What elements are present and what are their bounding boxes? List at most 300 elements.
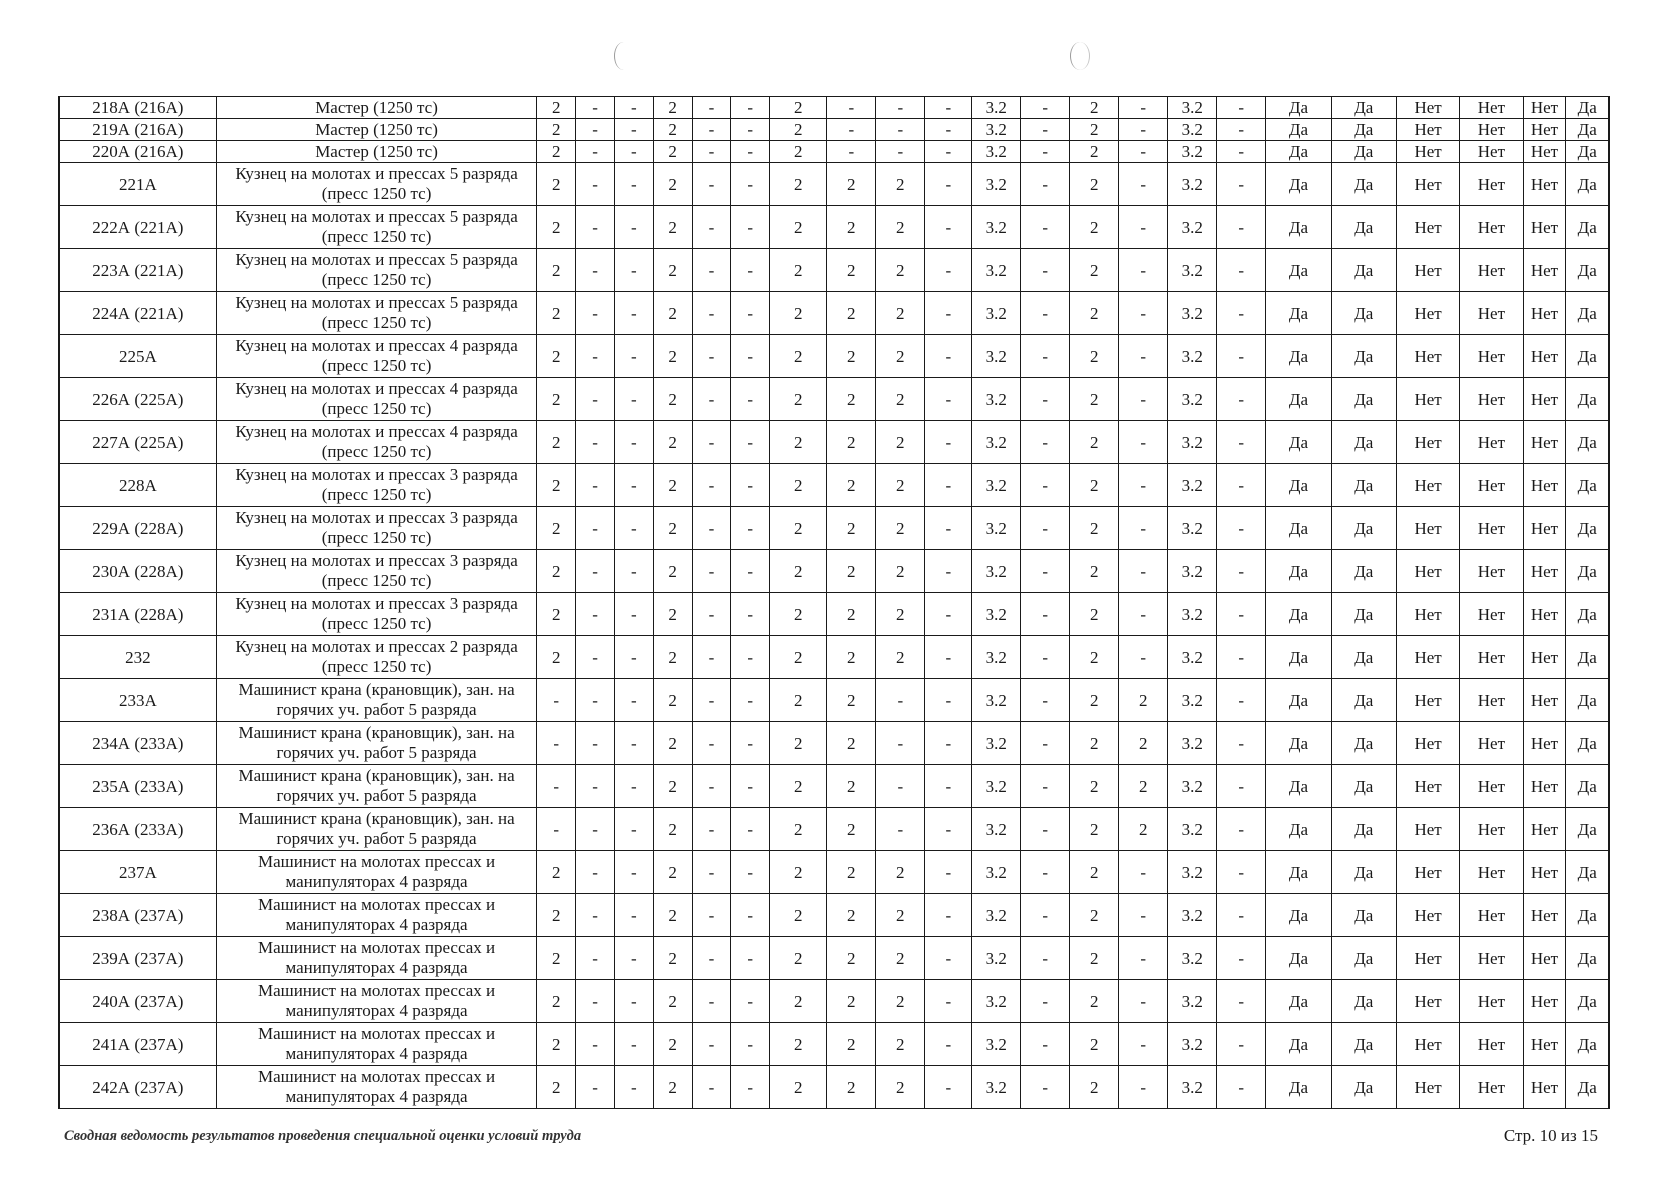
value-cell: - <box>1021 980 1070 1023</box>
value-cell: - <box>1021 141 1070 163</box>
value-cell: - <box>614 851 653 894</box>
value-cell: 2 <box>537 163 576 206</box>
value-cell: 2 <box>827 1066 876 1109</box>
value-cell: - <box>925 421 972 464</box>
value-cell: Нет <box>1460 335 1523 378</box>
table-row <box>59 119 1609 141</box>
value-cell: - <box>692 163 731 206</box>
value-cell: - <box>576 119 615 141</box>
value-cell: Нет <box>1396 550 1459 593</box>
position-name-cell: Машинист на молотах прессах и манипуляторах 4 разряда <box>216 894 537 937</box>
value-cell: - <box>576 335 615 378</box>
value-cell: 2 <box>770 97 827 119</box>
value-cell: - <box>925 851 972 894</box>
value-cell: - <box>692 550 731 593</box>
value-cell: Нет <box>1523 1066 1566 1109</box>
value-cell: 3.2 <box>1168 507 1217 550</box>
value-cell: - <box>1021 636 1070 679</box>
value-cell: 3.2 <box>1168 206 1217 249</box>
value-cell: Нет <box>1523 141 1566 163</box>
value-cell: Нет <box>1523 163 1566 206</box>
value-cell: - <box>1119 119 1168 141</box>
value-cell: 2 <box>827 1023 876 1066</box>
value-cell: - <box>1021 163 1070 206</box>
value-cell: - <box>731 421 770 464</box>
value-cell: Нет <box>1460 722 1523 765</box>
value-cell: 2 <box>876 1023 925 1066</box>
workplace-number-cell: 233А <box>59 679 216 722</box>
value-cell: - <box>1021 249 1070 292</box>
table-row <box>59 808 1609 851</box>
value-cell: 2 <box>537 141 576 163</box>
value-cell: 2 <box>827 507 876 550</box>
value-cell: - <box>1119 378 1168 421</box>
value-cell: Да <box>1331 119 1396 141</box>
value-cell: 2 <box>537 636 576 679</box>
value-cell: 3.2 <box>972 97 1021 119</box>
value-cell: 2 <box>770 206 827 249</box>
value-cell: - <box>925 1023 972 1066</box>
value-cell: 2 <box>653 206 692 249</box>
value-cell: 2 <box>537 119 576 141</box>
value-cell: 3.2 <box>1168 249 1217 292</box>
value-cell: - <box>576 292 615 335</box>
value-cell: - <box>925 141 972 163</box>
value-cell: - <box>1021 593 1070 636</box>
value-cell: Да <box>1566 980 1609 1023</box>
value-cell: Нет <box>1460 550 1523 593</box>
workplace-number-cell: 226А (225А) <box>59 378 216 421</box>
value-cell: - <box>731 335 770 378</box>
value-cell: 2 <box>1070 1066 1119 1109</box>
value-cell: 2 <box>876 636 925 679</box>
value-cell: - <box>731 97 770 119</box>
value-cell: - <box>1217 507 1266 550</box>
value-cell: 2 <box>537 980 576 1023</box>
value-cell: 2 <box>770 851 827 894</box>
value-cell: Да <box>1566 119 1609 141</box>
workplace-number-cell: 235А (233А) <box>59 765 216 808</box>
value-cell: - <box>1021 292 1070 335</box>
value-cell: 2 <box>1070 980 1119 1023</box>
value-cell: Нет <box>1523 421 1566 464</box>
table-row <box>59 163 1609 206</box>
value-cell: Нет <box>1523 335 1566 378</box>
position-name-cell: Кузнец на молотах и прессах 3 разряда (пресс 1250 тс) <box>216 550 537 593</box>
value-cell: - <box>1217 894 1266 937</box>
value-cell: - <box>692 636 731 679</box>
value-cell: 2 <box>827 636 876 679</box>
value-cell: - <box>827 141 876 163</box>
value-cell: 2 <box>827 550 876 593</box>
value-cell: 3.2 <box>972 1023 1021 1066</box>
value-cell: Нет <box>1460 206 1523 249</box>
value-cell: - <box>692 894 731 937</box>
value-cell: - <box>1119 163 1168 206</box>
value-cell: Да <box>1266 163 1331 206</box>
value-cell: Нет <box>1396 378 1459 421</box>
value-cell: - <box>731 808 770 851</box>
value-cell: Нет <box>1396 636 1459 679</box>
value-cell: 2 <box>876 937 925 980</box>
value-cell: 2 <box>653 550 692 593</box>
value-cell: Нет <box>1523 249 1566 292</box>
value-cell: 2 <box>537 421 576 464</box>
value-cell: - <box>1217 141 1266 163</box>
document-title-footer: Сводная ведомость результатов проведения специальной оценки условий труда <box>64 1128 582 1144</box>
value-cell: - <box>1021 335 1070 378</box>
position-name-cell: Кузнец на молотах и прессах 4 разряда (пресс 1250 тс) <box>216 378 537 421</box>
value-cell: - <box>576 550 615 593</box>
value-cell: - <box>876 141 925 163</box>
value-cell: 2 <box>1119 722 1168 765</box>
value-cell: Нет <box>1396 593 1459 636</box>
value-cell: - <box>537 722 576 765</box>
value-cell: - <box>576 894 615 937</box>
value-cell: Да <box>1266 1066 1331 1109</box>
value-cell: 3.2 <box>972 894 1021 937</box>
value-cell: - <box>876 97 925 119</box>
value-cell: 2 <box>827 593 876 636</box>
workplace-number-cell: 239А (237А) <box>59 937 216 980</box>
value-cell: 3.2 <box>1168 1023 1217 1066</box>
table-row <box>59 1023 1609 1066</box>
value-cell: 2 <box>1070 1023 1119 1066</box>
value-cell: 2 <box>1070 249 1119 292</box>
value-cell: 2 <box>770 679 827 722</box>
value-cell: Нет <box>1396 980 1459 1023</box>
table-row <box>59 421 1609 464</box>
value-cell: 2 <box>1119 765 1168 808</box>
value-cell: 2 <box>537 851 576 894</box>
value-cell: Нет <box>1523 851 1566 894</box>
value-cell: 2 <box>1070 119 1119 141</box>
value-cell: 2 <box>537 378 576 421</box>
value-cell: Да <box>1266 464 1331 507</box>
table-row <box>59 636 1609 679</box>
value-cell: Нет <box>1460 141 1523 163</box>
table-row <box>59 206 1609 249</box>
value-cell: Нет <box>1396 679 1459 722</box>
value-cell: Нет <box>1523 679 1566 722</box>
value-cell: Нет <box>1396 507 1459 550</box>
value-cell: - <box>576 378 615 421</box>
value-cell: - <box>876 765 925 808</box>
value-cell: - <box>876 722 925 765</box>
value-cell: Да <box>1331 507 1396 550</box>
value-cell: - <box>692 421 731 464</box>
value-cell: 2 <box>827 765 876 808</box>
value-cell: - <box>576 722 615 765</box>
value-cell: Да <box>1266 636 1331 679</box>
value-cell: - <box>1021 722 1070 765</box>
value-cell: 2 <box>876 550 925 593</box>
position-name-cell: Машинист на молотах прессах и манипуляторах 4 разряда <box>216 937 537 980</box>
value-cell: Да <box>1331 851 1396 894</box>
value-cell: - <box>576 808 615 851</box>
value-cell: 2 <box>876 206 925 249</box>
value-cell: Нет <box>1523 206 1566 249</box>
value-cell: - <box>1217 1066 1266 1109</box>
table-row <box>59 722 1609 765</box>
value-cell: Нет <box>1523 765 1566 808</box>
value-cell: 2 <box>537 1023 576 1066</box>
value-cell: - <box>925 97 972 119</box>
value-cell: Нет <box>1396 464 1459 507</box>
value-cell: - <box>925 507 972 550</box>
value-cell: 2 <box>770 937 827 980</box>
value-cell: Нет <box>1460 980 1523 1023</box>
value-cell: Да <box>1266 249 1331 292</box>
value-cell: - <box>876 679 925 722</box>
value-cell: Нет <box>1523 980 1566 1023</box>
value-cell: - <box>1217 937 1266 980</box>
value-cell: - <box>925 937 972 980</box>
value-cell: - <box>925 894 972 937</box>
value-cell: - <box>1119 550 1168 593</box>
value-cell: Нет <box>1523 937 1566 980</box>
value-cell: Нет <box>1460 1023 1523 1066</box>
value-cell: 2 <box>827 722 876 765</box>
value-cell: 2 <box>1070 593 1119 636</box>
value-cell: 2 <box>653 141 692 163</box>
value-cell: 2 <box>1070 292 1119 335</box>
position-name-cell: Кузнец на молотах и прессах 5 разряда (пресс 1250 тс) <box>216 163 537 206</box>
value-cell: Нет <box>1523 292 1566 335</box>
value-cell: 2 <box>827 163 876 206</box>
value-cell: - <box>1217 636 1266 679</box>
value-cell: Да <box>1266 1023 1331 1066</box>
value-cell: - <box>537 808 576 851</box>
value-cell: Да <box>1331 378 1396 421</box>
punch-hole-right <box>1070 42 1090 70</box>
value-cell: - <box>1217 679 1266 722</box>
value-cell: Нет <box>1523 894 1566 937</box>
punch-hole-left <box>614 42 633 70</box>
value-cell: 2 <box>876 421 925 464</box>
value-cell: 3.2 <box>972 679 1021 722</box>
value-cell: - <box>1021 1023 1070 1066</box>
value-cell: 2 <box>1070 378 1119 421</box>
value-cell: - <box>925 119 972 141</box>
value-cell: 2 <box>653 335 692 378</box>
value-cell: 2 <box>876 335 925 378</box>
position-name-cell: Кузнец на молотах и прессах 4 разряда (пресс 1250 тс) <box>216 421 537 464</box>
value-cell: 2 <box>827 378 876 421</box>
workplace-number-cell: 224А (221А) <box>59 292 216 335</box>
value-cell: Да <box>1266 97 1331 119</box>
table-row <box>59 851 1609 894</box>
workplace-number-cell: 238А (237А) <box>59 894 216 937</box>
value-cell: - <box>692 249 731 292</box>
workplace-number-cell: 234А (233А) <box>59 722 216 765</box>
value-cell: Да <box>1566 141 1609 163</box>
value-cell: - <box>925 1066 972 1109</box>
value-cell: 2 <box>770 292 827 335</box>
value-cell: 3.2 <box>1168 937 1217 980</box>
table-row <box>59 141 1609 163</box>
value-cell: - <box>692 141 731 163</box>
value-cell: Нет <box>1460 464 1523 507</box>
workplace-number-cell: 232 <box>59 636 216 679</box>
position-name-cell: Мастер (1250 тс) <box>216 141 537 163</box>
value-cell: Нет <box>1396 119 1459 141</box>
value-cell: - <box>692 980 731 1023</box>
value-cell: 2 <box>653 249 692 292</box>
value-cell: - <box>692 722 731 765</box>
value-cell: - <box>731 722 770 765</box>
value-cell: 2 <box>770 464 827 507</box>
value-cell: - <box>1217 464 1266 507</box>
value-cell: 2 <box>537 335 576 378</box>
value-cell: 2 <box>1070 722 1119 765</box>
value-cell: - <box>576 765 615 808</box>
value-cell: - <box>1021 550 1070 593</box>
value-cell: 2 <box>1119 808 1168 851</box>
value-cell: 2 <box>1070 808 1119 851</box>
workplace-number-cell: 242А (237А) <box>59 1066 216 1109</box>
value-cell: Да <box>1266 550 1331 593</box>
value-cell: 2 <box>770 163 827 206</box>
value-cell: Нет <box>1523 550 1566 593</box>
value-cell: - <box>614 679 653 722</box>
value-cell: - <box>576 421 615 464</box>
value-cell: Да <box>1266 679 1331 722</box>
value-cell: - <box>692 765 731 808</box>
value-cell: - <box>692 1066 731 1109</box>
table-row <box>59 894 1609 937</box>
value-cell: - <box>1021 851 1070 894</box>
value-cell: 3.2 <box>972 206 1021 249</box>
table-row <box>59 593 1609 636</box>
value-cell: - <box>614 722 653 765</box>
value-cell: 3.2 <box>972 141 1021 163</box>
value-cell: - <box>925 206 972 249</box>
value-cell: - <box>1217 292 1266 335</box>
value-cell: - <box>731 937 770 980</box>
value-cell: - <box>1217 206 1266 249</box>
value-cell: 2 <box>1070 141 1119 163</box>
value-cell: 3.2 <box>972 851 1021 894</box>
value-cell: - <box>614 206 653 249</box>
value-cell: 2 <box>770 980 827 1023</box>
value-cell: Да <box>1266 851 1331 894</box>
value-cell: 3.2 <box>1168 119 1217 141</box>
value-cell: - <box>1217 980 1266 1023</box>
position-name-cell: Машинист крана (крановщик), зан. на горячих уч. работ 5 разряда <box>216 679 537 722</box>
value-cell: Нет <box>1396 249 1459 292</box>
position-name-cell: Кузнец на молотах и прессах 4 разряда (пресс 1250 тс) <box>216 335 537 378</box>
value-cell: 3.2 <box>972 119 1021 141</box>
workplace-number-cell: 221А <box>59 163 216 206</box>
value-cell: 2 <box>1119 679 1168 722</box>
value-cell: - <box>614 421 653 464</box>
value-cell: Нет <box>1523 464 1566 507</box>
value-cell: Нет <box>1460 679 1523 722</box>
value-cell: - <box>925 550 972 593</box>
value-cell: 2 <box>770 249 827 292</box>
value-cell: - <box>925 163 972 206</box>
value-cell: - <box>1217 421 1266 464</box>
value-cell: - <box>614 119 653 141</box>
value-cell: 2 <box>770 335 827 378</box>
table-row <box>59 1066 1609 1109</box>
position-name-cell: Машинист на молотах прессах и манипуляторах 4 разряда <box>216 980 537 1023</box>
value-cell: Да <box>1266 292 1331 335</box>
value-cell: 3.2 <box>972 808 1021 851</box>
value-cell: - <box>692 679 731 722</box>
value-cell: Да <box>1331 593 1396 636</box>
value-cell: - <box>1217 550 1266 593</box>
value-cell: Да <box>1331 464 1396 507</box>
value-cell: 2 <box>537 550 576 593</box>
value-cell: 3.2 <box>1168 765 1217 808</box>
table-row <box>59 335 1609 378</box>
value-cell: Да <box>1566 97 1609 119</box>
value-cell: - <box>1021 206 1070 249</box>
value-cell: Да <box>1566 464 1609 507</box>
value-cell: 2 <box>876 378 925 421</box>
value-cell: Да <box>1266 593 1331 636</box>
value-cell: Да <box>1331 292 1396 335</box>
position-name-cell: Машинист на молотах прессах и манипуляторах 4 разряда <box>216 1023 537 1066</box>
value-cell: - <box>925 679 972 722</box>
value-cell: - <box>731 464 770 507</box>
value-cell: Да <box>1331 141 1396 163</box>
value-cell: - <box>1119 97 1168 119</box>
value-cell: Да <box>1566 507 1609 550</box>
value-cell: 3.2 <box>1168 851 1217 894</box>
value-cell: - <box>1021 421 1070 464</box>
value-cell: - <box>576 141 615 163</box>
value-cell: - <box>925 722 972 765</box>
page-number: Стр. 10 из 15 <box>1503 1126 1598 1145</box>
value-cell: - <box>1119 894 1168 937</box>
value-cell: - <box>925 636 972 679</box>
table-row <box>59 550 1609 593</box>
value-cell: Нет <box>1460 593 1523 636</box>
value-cell: 2 <box>770 1066 827 1109</box>
value-cell: 2 <box>537 937 576 980</box>
value-cell: - <box>692 593 731 636</box>
value-cell: Да <box>1331 206 1396 249</box>
value-cell: Да <box>1566 894 1609 937</box>
value-cell: 2 <box>537 249 576 292</box>
value-cell: 3.2 <box>1168 421 1217 464</box>
position-name-cell: Кузнец на молотах и прессах 3 разряда (пресс 1250 тс) <box>216 593 537 636</box>
value-cell: Да <box>1266 765 1331 808</box>
value-cell: - <box>925 249 972 292</box>
value-cell: - <box>576 206 615 249</box>
value-cell: 2 <box>537 593 576 636</box>
position-name-cell: Кузнец на молотах и прессах 3 разряда (пресс 1250 тс) <box>216 507 537 550</box>
value-cell: 2 <box>653 292 692 335</box>
value-cell: 2 <box>1070 507 1119 550</box>
value-cell: Нет <box>1396 808 1459 851</box>
value-cell: 3.2 <box>1168 97 1217 119</box>
value-cell: 2 <box>827 980 876 1023</box>
value-cell: - <box>731 249 770 292</box>
value-cell: - <box>1021 119 1070 141</box>
position-name-cell: Кузнец на молотах и прессах 5 разряда (пресс 1250 тс) <box>216 206 537 249</box>
value-cell: 2 <box>653 722 692 765</box>
value-cell: Да <box>1266 937 1331 980</box>
value-cell: Нет <box>1460 894 1523 937</box>
value-cell: 2 <box>876 980 925 1023</box>
value-cell: - <box>1119 335 1168 378</box>
value-cell: Нет <box>1460 292 1523 335</box>
value-cell: - <box>731 636 770 679</box>
